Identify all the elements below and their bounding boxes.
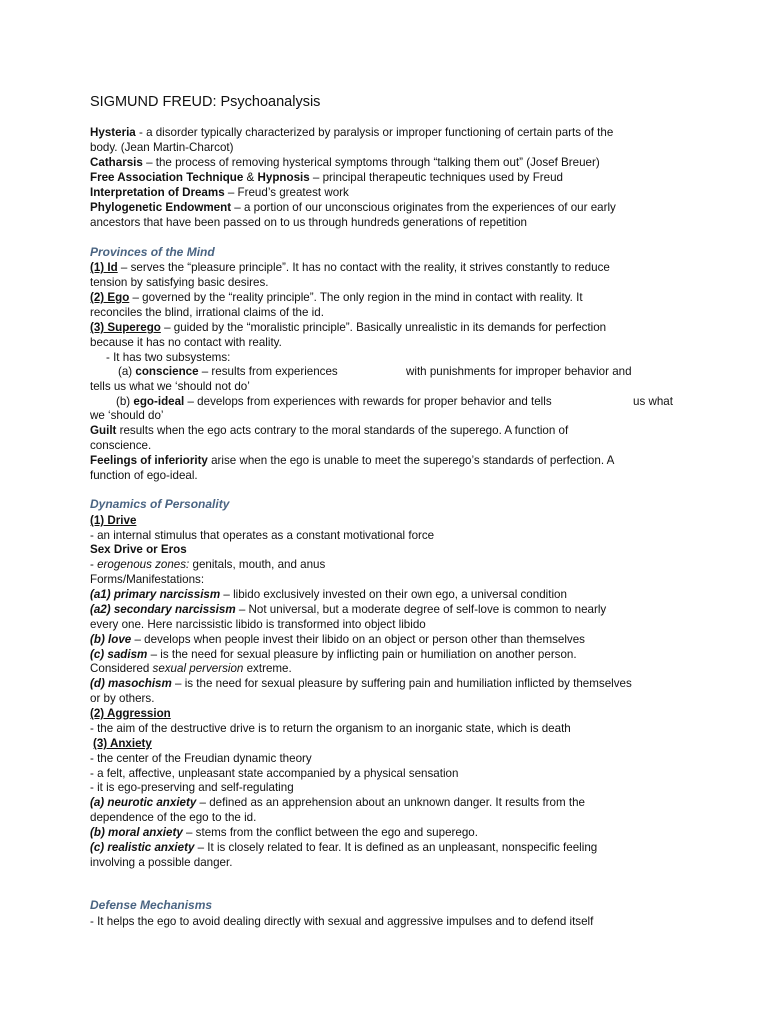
neurotic-anxiety-line-2: dependence of the ego to the id.	[90, 811, 257, 824]
conscience-line	[118, 364, 338, 379]
inferiority-line	[90, 453, 614, 468]
inferiority-line-2: function of ego-ideal.	[90, 469, 198, 482]
ego-ideal-prefix: (b)	[116, 395, 134, 408]
masochism-line-2: or by others.	[90, 692, 155, 705]
sadism-line	[90, 647, 577, 662]
defense-heading: Defense Mechanisms	[90, 898, 213, 912]
ego-line-2: reconciles the blind, irrational claims of the id.	[90, 306, 324, 319]
dreams-term: Interpretation of Dreams	[90, 186, 225, 199]
drive-label: (1) Drive	[90, 514, 137, 527]
hypnosis-term: Hypnosis	[257, 171, 310, 184]
conscience-prefix: (a)	[118, 365, 136, 378]
love-term: (b) love	[90, 633, 132, 646]
neurotic-anxiety-term: (a) neurotic anxiety	[90, 796, 197, 809]
hysteria-line-2: body. (Jean Martin-Charcot)	[90, 141, 234, 154]
id-line-2: tension by satisfying basic desires.	[90, 276, 269, 289]
aggression-label: (2) Aggression	[90, 707, 171, 720]
zones-prefix: -	[90, 558, 98, 571]
sadism-def: – is the need for sexual pleasure by inflicting pain or humiliation on another person.	[147, 648, 577, 661]
free-association-def: – principal therapeutic techniques used by Freud	[309, 171, 563, 184]
anxiety-point-2: - a felt, affective, unpleasant state accompanied by a physical sensation	[90, 767, 459, 780]
catharsis-def: – the process of removing hysterical symptoms through “talking them out” (Josef Breuer)	[142, 156, 600, 169]
dreams-def: – Freud’s greatest work	[224, 186, 349, 199]
hysteria-term: Hysteria	[90, 126, 136, 139]
hysteria-line	[90, 125, 613, 140]
realistic-anxiety-line-2: involving a possible danger.	[90, 856, 233, 869]
eros-label: Sex Drive or Eros	[90, 543, 187, 556]
inferiority-def: arise when the ego is unable to meet the superego’s standards of perfection. A	[207, 454, 615, 467]
ego-ideal-term: ego-ideal	[133, 395, 185, 408]
free-association-line	[90, 170, 563, 185]
ego-ideal-line-b: us what	[633, 395, 673, 408]
anxiety-label: (3) Anxiety	[93, 737, 152, 750]
catharsis-term: Catharsis	[90, 156, 143, 169]
anxiety-point-1: - the center of the Freudian dynamic theory	[90, 752, 312, 765]
guilt-term: Guilt	[90, 424, 117, 437]
drive-def: - an internal stimulus that operates as a constant motivational force	[90, 529, 435, 542]
love-def: – develops when people invest their libido on an object or person other than themselves	[131, 633, 585, 646]
id-line	[90, 260, 610, 275]
hysteria-def: - a disorder typically characterized by paralysis or improper functioning of certain parts of the	[135, 126, 614, 139]
aggression-def: - the aim of the destructive drive is to return the organism to an inorganic state, which is death	[90, 722, 571, 735]
sadism-def-2c: extreme.	[243, 662, 292, 675]
guilt-def: results when the ego acts contrary to the moral standards of the superego. A function of	[116, 424, 569, 437]
conscience-line-b: with punishments for improper behavior and	[406, 365, 632, 378]
primary-narcissism-line	[90, 587, 567, 602]
primary-narcissism-def: – libido exclusively invested on their own ego, a universal condition	[220, 588, 567, 601]
ego-ideal-line	[116, 394, 552, 409]
eros-line	[90, 542, 187, 557]
ego-def: – governed by the “reality principle”. The only region in the mind in contact with reality. It	[129, 291, 583, 304]
moral-anxiety-def: – stems from the conflict between the ego and superego.	[182, 826, 478, 839]
defense-line-1: - It helps the ego to avoid dealing directly with sexual and aggressive impulses and to defend itself	[90, 915, 594, 928]
secondary-narcissism-line-2: every one. Here narcissistic libido is transformed into object libido	[90, 618, 426, 631]
neurotic-anxiety-line	[90, 795, 585, 810]
inferiority-term: Feelings of inferiority	[90, 454, 208, 467]
phylogenetic-def: – a portion of our unconscious originates from the experiences of our early	[231, 201, 616, 214]
ego-label: (2) Ego	[90, 291, 130, 304]
conscience-def: – results from experiences	[198, 365, 338, 378]
dynamics-heading: Dynamics of Personality	[90, 497, 230, 511]
conscience-line-2: tells us what we ‘should not do’	[90, 380, 250, 393]
zones-line	[90, 557, 325, 572]
sexual-perversion-term: sexual perversion	[152, 662, 244, 675]
love-line	[90, 632, 585, 647]
masochism-term: (d) masochism	[90, 677, 172, 690]
forms-line: Forms/Manifestations:	[90, 573, 205, 586]
page-title: SIGMUND FREUD: Psychoanalysis	[90, 94, 321, 110]
zones-term: erogenous zones:	[97, 558, 190, 571]
superego-label: (3) Superego	[90, 321, 161, 334]
superego-line	[90, 320, 606, 335]
realistic-anxiety-term: (c) realistic anxiety	[90, 841, 195, 854]
moral-anxiety-line	[90, 825, 478, 840]
ego-line	[90, 290, 583, 305]
conscience-term: conscience	[135, 365, 199, 378]
sadism-def-2a: Considered	[90, 662, 153, 675]
neurotic-anxiety-def: – defined as an apprehension about an unknown danger. It results from the	[196, 796, 585, 809]
ampersand: &	[243, 171, 258, 184]
superego-def: – guided by the “moralistic principle”. Basically unrealistic in its demands for perfection	[160, 321, 607, 334]
anxiety-label-line	[93, 736, 152, 751]
free-association-term: Free Association Technique	[90, 171, 244, 184]
secondary-narcissism-def: – Not universal, but a moderate degree of self-love is common to nearly	[235, 603, 607, 616]
sadism-term: (c) sadism	[90, 648, 148, 661]
masochism-line	[90, 676, 632, 691]
provinces-heading: Provinces of the Mind	[90, 245, 215, 259]
ego-ideal-def: – develops from experiences with rewards for proper behavior and tells	[184, 395, 552, 408]
catharsis-line	[90, 155, 600, 170]
realistic-anxiety-def: – It is closely related to fear. It is defined as an unpleasant, nonspecific feeling	[194, 841, 598, 854]
subsystems-line: - It has two subsystems:	[106, 351, 231, 364]
aggression-label-line	[90, 706, 171, 721]
id-label: (1) Id	[90, 261, 118, 274]
superego-line-2: because it has no contact with reality.	[90, 336, 282, 349]
secondary-narcissism-line	[90, 602, 606, 617]
sadism-line-2	[90, 661, 292, 676]
anxiety-point-3: - it is ego-preserving and self-regulating	[90, 781, 294, 794]
guilt-line	[90, 423, 568, 438]
dreams-line	[90, 185, 349, 200]
phylogenetic-line	[90, 200, 616, 215]
id-def: – serves the “pleasure principle”. It has no contact with the reality, it strives constantly to reduce	[117, 261, 610, 274]
masochism-def: – is the need for sexual pleasure by suffering pain and humiliation inflicted by themselves	[171, 677, 632, 690]
phylogenetic-term: Phylogenetic Endowment	[90, 201, 232, 214]
ego-ideal-line-2: we ‘should do’	[90, 409, 164, 422]
guilt-line-2: conscience.	[90, 439, 152, 452]
realistic-anxiety-line	[90, 840, 597, 855]
moral-anxiety-term: (b) moral anxiety	[90, 826, 183, 839]
secondary-narcissism-term: (a2) secondary narcissism	[90, 603, 236, 616]
primary-narcissism-term: (a1) primary narcissism	[90, 588, 221, 601]
drive-label-line	[90, 513, 136, 528]
zones-def: genitals, mouth, and anus	[189, 558, 326, 571]
phylogenetic-line-2: ancestors that have been passed on to us through hundreds generations of repetition	[90, 216, 528, 229]
